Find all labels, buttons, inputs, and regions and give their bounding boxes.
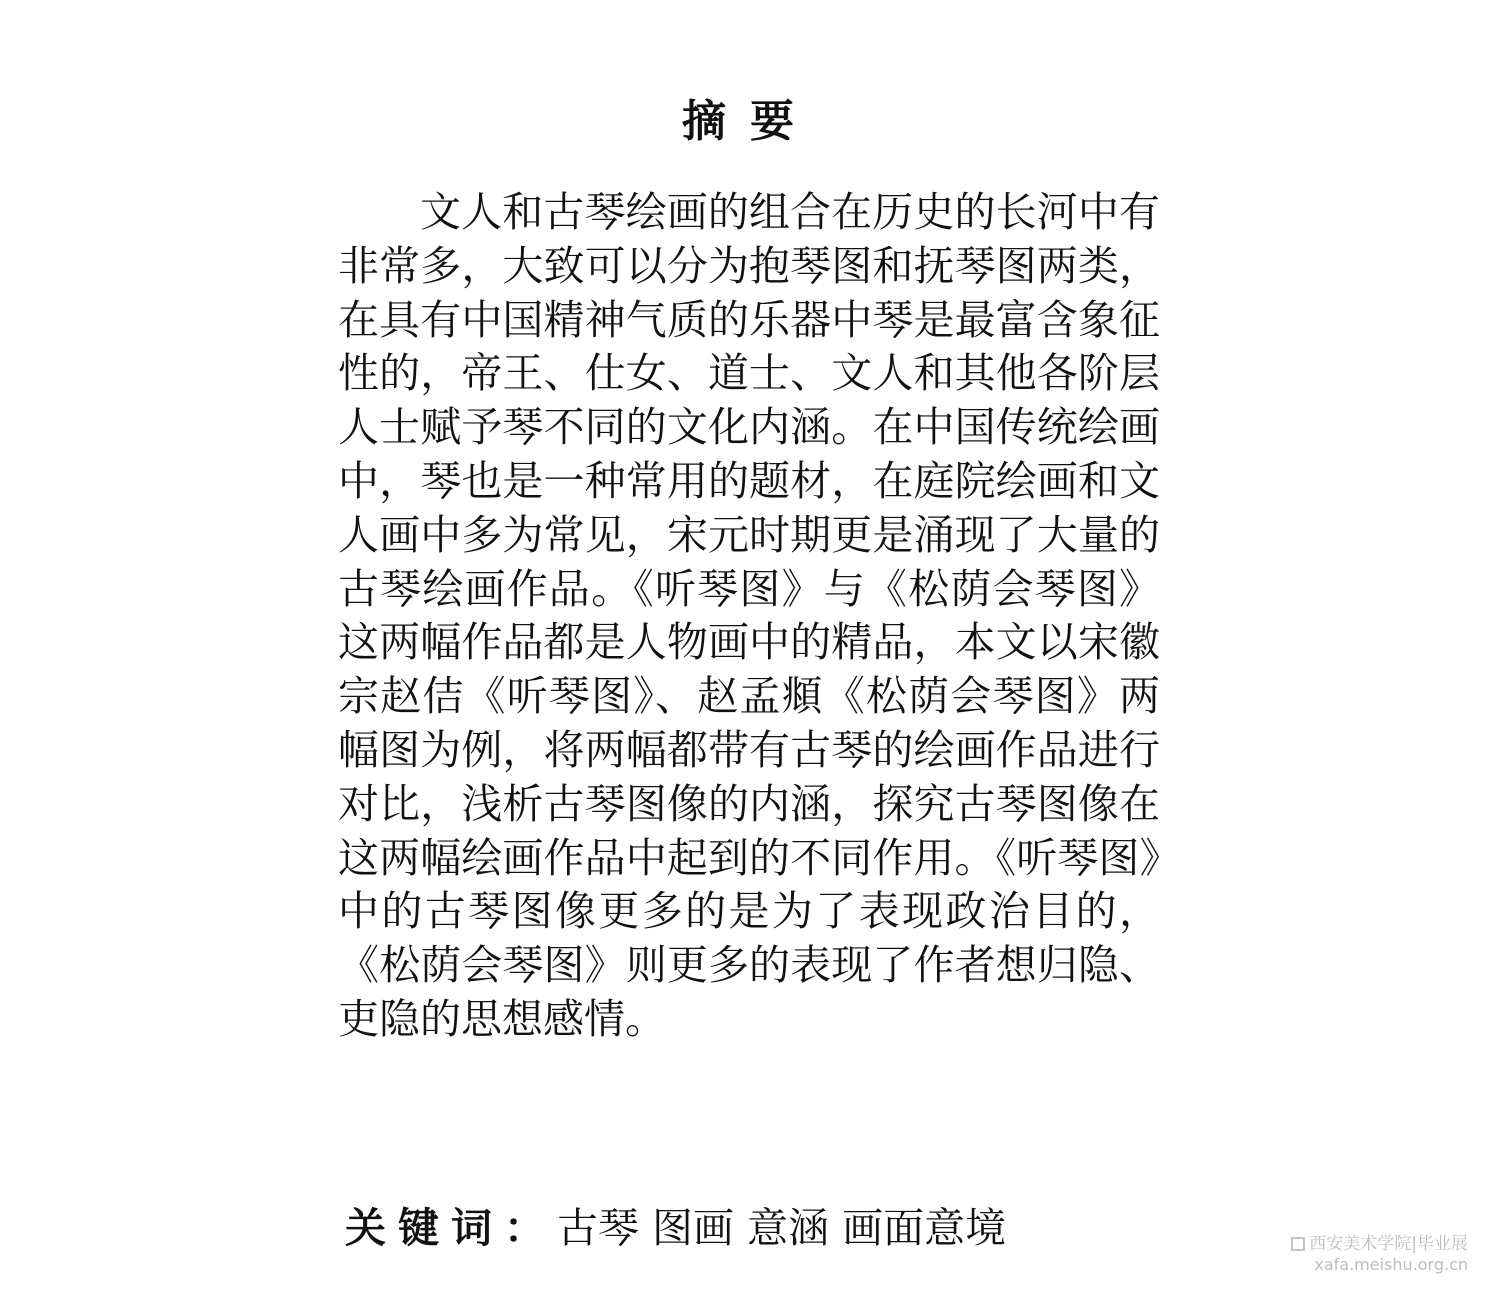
watermark [1291, 1234, 1468, 1276]
watermark-logo-icon [1291, 1237, 1305, 1251]
abstract-body: 文人和古琴绘画的组合在历史的长河中有非常多，大致可以分为抱琴图和抚琴图两类，在具有中国精神气质的乐器中琴是最富含象征性的，帝王、仕女、道士、文人和其他各阶层人士赋予琴不同的文化内涵。在中国传统绘画中，琴也是一种常用的题材，在庭院绘画和文人画中多为常见，宋元时期更是涌现了大量的古琴绘画作品。《听琴图》与《松荫会琴图》这两幅作品都是人物画中的精品，本文以宋徽宗赵佶《听琴图》、赵孟頫《松荫会琴图》两幅图为例，将两幅都带有古琴的绘画作品进行对比，浅析古琴图像的内涵，探究古琴图像在这两幅绘画作品中起到的不同作用。《听琴图》中的古琴图像更多的是为了表现政治目的，《松荫会琴图》则更多的表现了作者想归隐、吏隐的思想感情。 [338, 188, 1160, 1043]
watermark-name-line [1291, 1234, 1468, 1254]
abstract-title: 摘要 [682, 96, 818, 147]
keywords-label: 关键词： [345, 1204, 557, 1252]
keywords-list: 古琴 图画 意涵 画面意境 [557, 1204, 1007, 1252]
keywords-line [345, 1198, 1006, 1258]
watermark-url: xafa.meishu.org.cn [1314, 1255, 1468, 1274]
watermark-name: 西安美术学院|毕业展 [1309, 1234, 1468, 1254]
